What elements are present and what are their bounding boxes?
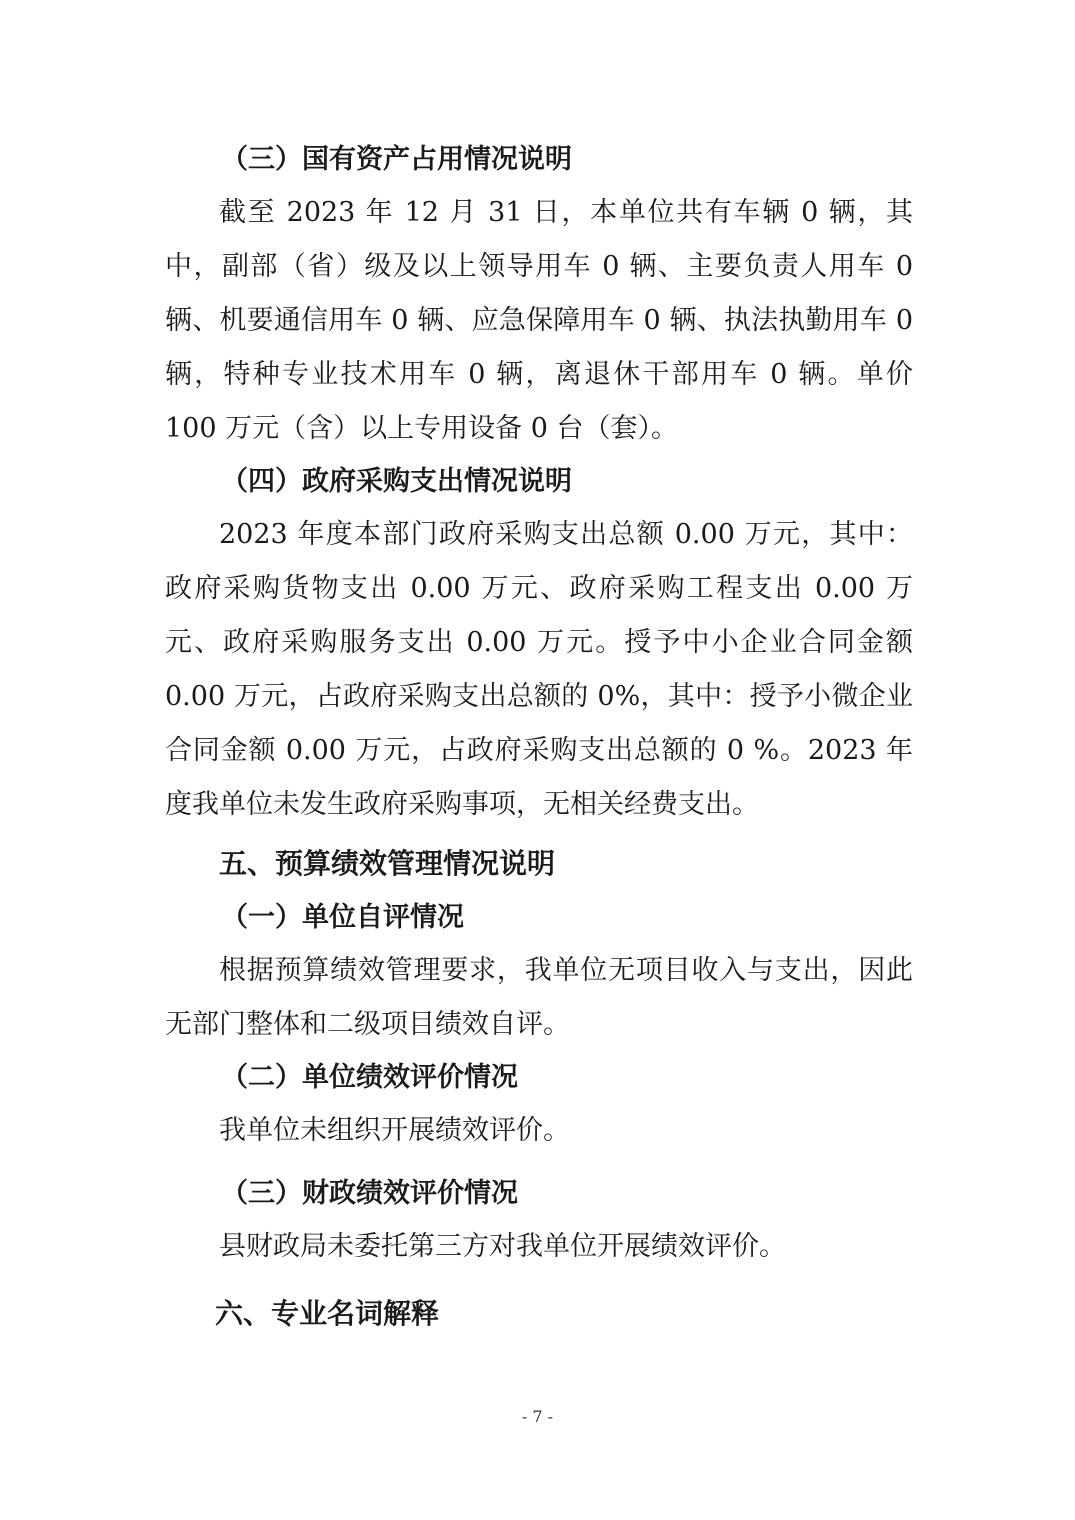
section-heading-finance-eval: （三）财政绩效评价情况	[221, 1178, 518, 1209]
paragraph-unit-eval: 我单位未组织开展绩效评价。	[219, 1115, 570, 1146]
paragraph-self-eval: 根据预算绩效管理要求，我单位无项目收入与支出，因此无部门整体和二级项目绩效自评。	[165, 955, 913, 1040]
section-heading-terms: 六、专业名词解释	[215, 1297, 440, 1330]
section-heading-assets: （三）国有资产占用情况说明	[221, 144, 572, 175]
page-number: - 7 -	[521, 1407, 554, 1426]
section-heading-self-eval: （一）单位自评情况	[221, 902, 464, 933]
paragraph-procurement: 2023 年度本部门政府采购支出总额 0.00 万元，其中：政府采购货物支出 0.00 万元、政府采购工程支出 0.00 万元、政府采购服务支出 0.00 万元。授予中小企业合同金额 0.00 万元，占政府采购支出总额的 0%，其中：授予小微企业合同金额 0.00 万元，占政府采购支出总额的 0 %。2023 年度我单位未发生政府采购事项，无相关经费支出。	[165, 519, 913, 820]
section-heading-unit-eval: （二）单位绩效评价情况	[221, 1062, 518, 1093]
paragraph-assets: 截至 2023 年 12 月 31 日，本单位共有车辆 0 辆，其中，副部（省）级及以上领导用车 0 辆、主要负责人用车 0 辆、机要通信用车 0 辆、应急保障用车 0 辆、执法执勤用车 0 辆，特种专业技术用车 0 辆，离退休干部用车 0 辆。单价 100 万元（含）以上专用设备 0 台（套）。	[165, 197, 913, 444]
section-heading-procurement: （四）政府采购支出情况说明	[221, 466, 572, 497]
section-heading-performance: 五、预算绩效管理情况说明	[219, 847, 556, 880]
paragraph-finance-eval: 县财政局未委托第三方对我单位开展绩效评价。	[219, 1231, 786, 1262]
document-body	[165, 138, 913, 1336]
